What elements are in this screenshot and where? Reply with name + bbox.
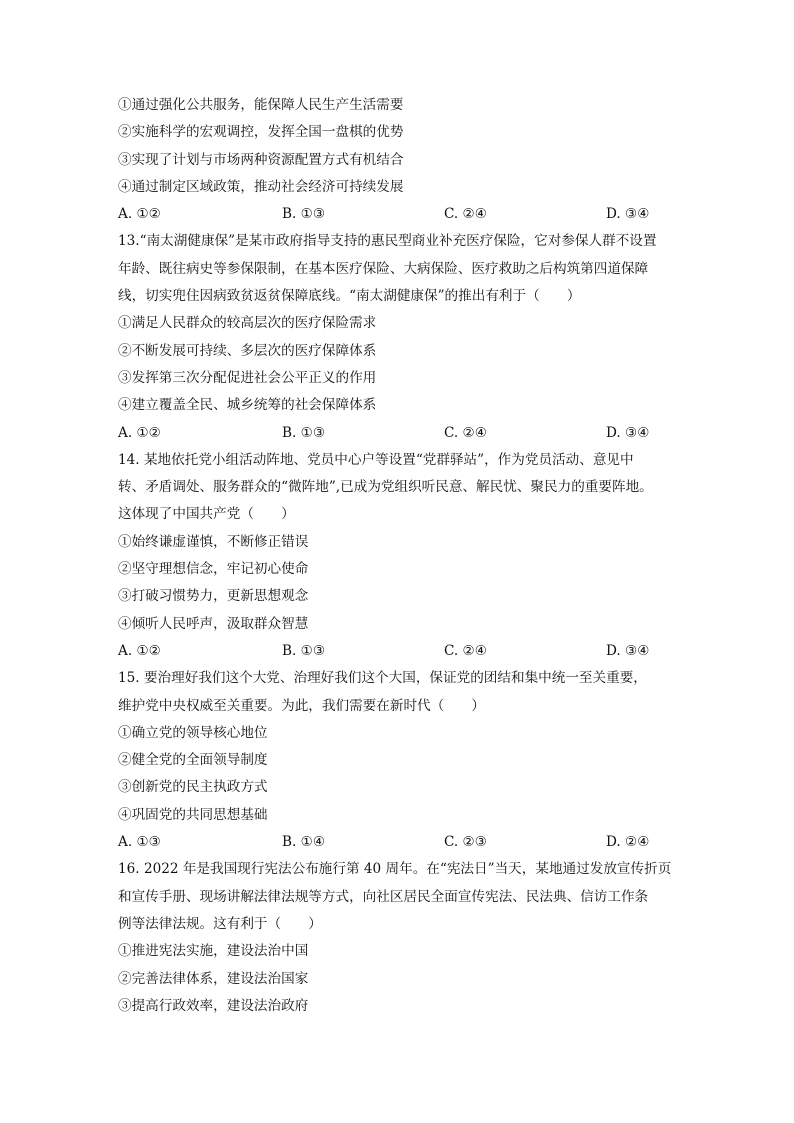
option-1: ①推进宪法实施，建设法治中国 [118,943,309,960]
option-3: ③发挥第三次分配促进社会公平正义的作用 [118,369,377,386]
option-1: ①始终谦虚谨慎，不断修正错误 [118,533,309,550]
answer-choices [118,420,676,447]
choice-b: B. ①④ [282,834,326,851]
choice-a: A. ①② [118,642,161,659]
choice-c: C. ②④ [444,206,487,223]
question-12 [118,92,676,228]
question-13 [118,228,676,446]
option-4: ④倾听人民呼声，汲取群众智慧 [118,615,309,632]
question-stem-line: 例等法律法规。这有利于（ ） [118,915,322,932]
answer-choices [118,829,676,856]
option-3: ③创新党的民主执政方式 [118,779,268,796]
answer-choices [118,201,676,228]
option-2: ②不断发展可持续、多层次的医疗保障体系 [118,342,377,359]
question-15 [118,665,676,856]
option-1: ①通过强化公共服务，能保障人民生产生活需要 [118,97,404,113]
question-stem-line: 和宣传手册、现场讲解法律法规等方式，向社区居民全面宣传宪法、民法典、信访工作条 [118,888,649,905]
question-stem-line: 年龄、既往病史等参保限制，在基本医疗保险、大病保险、医疗救助之后构筑第四道保障 [118,260,649,277]
question-14 [118,447,676,665]
option-2: ②实施科学的宏观调控，发挥全国一盘棋的优势 [118,124,404,141]
choice-c: C. ②④ [444,424,487,441]
question-stem-line: 15. 要治理好我们这个大党、治理好我们这个大国，保证党的团结和集中统一至关重要， [118,670,647,687]
option-2: ②完善法律体系，建设法治国家 [118,970,309,987]
question-stem-line: 这体现了中国共产党（ ） [118,506,295,523]
question-stem-line: 转、矛盾调处、服务群众的“微阵地”,已成为党组织听民意、解民忧、聚民力的重要阵地。 [118,479,653,496]
choice-a: A. ①② [118,206,161,223]
option-4: ④通过制定区域政策，推动社会经济可持续发展 [118,178,404,195]
choice-b: B. ①③ [282,424,326,441]
option-2: ②坚守理想信念，牢记初心使命 [118,561,309,578]
choice-d: D. ③④ [606,642,650,659]
question-stem-line: 线，切实兜住因病致贫返贫保障底线。“南太湖健康保”的推出有利于（ ） [118,288,581,305]
question-stem-line: 14. 某地依托党小组活动阵地、党员中心户等设置“党群驿站”，作为党员活动、意见中 [118,451,634,468]
option-3: ③实现了计划与市场两种资源配置方式有机结合 [118,151,404,168]
option-1: ①满足人民群众的较高层次的医疗保险需求 [118,315,377,332]
choice-c: C. ②③ [444,834,487,851]
question-stem-line: 维护党中央权威至关重要。为此，我们需要在新时代（ ） [118,697,486,714]
choice-d: D. ③④ [606,206,650,223]
option-4: ④建立覆盖全民、城乡统筹的社会保障体系 [118,397,377,414]
question-stem-line: 13.“南太湖健康保”是某市政府指导支持的惠民型商业补充医疗保险，它对参保人群不设置 [118,233,657,250]
question-stem-line: 16. 2022 年是我国现行宪法公布施行第 40 周年。在“宪法日”当天，某地通过发放宣传折页 [118,861,672,878]
choice-d: D. ③④ [606,424,650,441]
choice-a: A. ①② [118,424,161,441]
question-16 [118,856,676,1020]
option-2: ②健全党的全面领导制度 [118,752,268,769]
option-3: ③提高行政效率，建设法治政府 [118,997,309,1014]
option-4: ④巩固党的共同思想基础 [118,806,268,823]
option-3: ③打破习惯势力，更新思想观念 [118,588,309,605]
choice-c: C. ②④ [444,642,487,659]
choice-b: B. ①③ [282,206,326,223]
choice-d: D. ②④ [606,834,650,851]
choice-b: B. ①③ [282,642,326,659]
choice-a: A. ①③ [118,834,161,851]
answer-choices [118,638,676,665]
option-1: ①确立党的领导核心地位 [118,724,268,741]
exam-page [118,92,676,1020]
